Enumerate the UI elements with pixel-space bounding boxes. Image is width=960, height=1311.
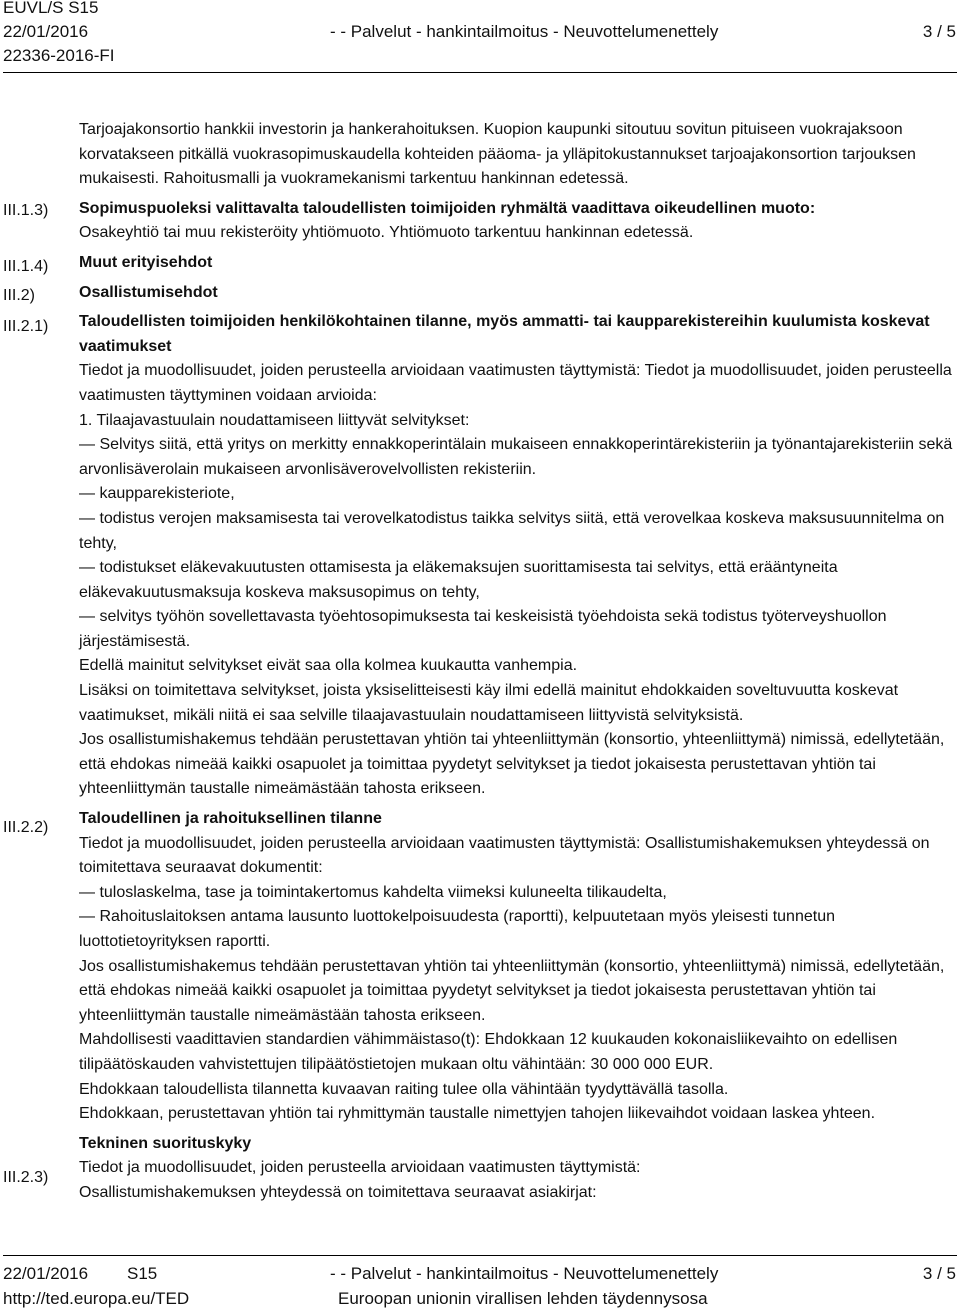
- notice-number: 22336-2016-FI: [3, 46, 115, 65]
- section-label-iii-2-1: III.2.1): [3, 318, 49, 335]
- consortium-docs-text: Jos osallistumishakemus tehdään perustettavan yhtiön tai yhteenliittymän (konsortio, yhteenliittymä) nimissä, edellytetään, että ehdokas nimeää kaikki osapuolet ja toimittaa pyydetyt selvitykset ja tiedot jokaisesta perustettavan yhtiön tai yhteenliittymän taustalle nimeämästään tahosta erikseen.: [79, 957, 945, 1024]
- journal-id: EUVL/S S15: [3, 0, 99, 17]
- list-item: — todistus verojen maksamisesta tai verovelkatodistus taikka selvitys siitä, että verovelkaa koskeva maksusuunnitelma on tehty,: [79, 509, 945, 552]
- requirements-item-1: 1. Tilaajavastuulain noudattamiseen liittyvät selvitykset:: [79, 411, 470, 429]
- page-header: [0, 0, 960, 72]
- participation-heading: Osallistumisehdot: [79, 283, 218, 301]
- section-label-iii-1-4: III.1.4): [3, 258, 49, 275]
- personal-situation-heading: Taloudellisten toimijoiden henkilökohtainen tilanne, myös ammatti- tai kaupparekistereihin kuulumista koskevat vaatimukset: [79, 313, 930, 355]
- list-item: — kaupparekisteriote,: [79, 485, 235, 503]
- footer-date: 22/01/2016: [3, 1264, 89, 1283]
- header-page-number: 3 / 5: [922, 22, 956, 41]
- turnover-text: Ehdokkaan, perustettavan yhtiön tai ryhmittymän taustalle nimettyjen tahojen liikevaihdot voidaan laskea yhteen.: [79, 1105, 876, 1123]
- footer-url-link[interactable]: http://ted.europa.eu/TED: [3, 1289, 190, 1308]
- list-item: — Selvitys siitä, että yritys on merkitty ennakkoperintälain mukaiseen ennakkoperintärekisteriin ja työnantajarekisteriin sekä arvonlisäverolain mukaiseen arvonlisäverovelvollisten rekisteriin.: [79, 436, 953, 478]
- technical-heading: Tekninen suorituskyky: [79, 1134, 252, 1152]
- section-label-iii-2: III.2): [3, 287, 36, 304]
- list-item: — todistukset eläkevakuutusten ottamisesta ja eläkemaksujen suorittamisesta tai selvitys, että erääntyneita eläkevakuutusmaksuja koskeva maksusopimus on tehty,: [79, 559, 838, 601]
- notice-body: [79, 118, 957, 1206]
- legal-form-text: Osakeyhtiö tai muu rekisteröity yhtiömuoto. Yhtiömuoto tarkentuu hankinnan edetessä.: [79, 224, 694, 242]
- footer-series: S15: [127, 1264, 158, 1283]
- list-item: — tuloslaskelma, tase ja toimintakertomus kahdelta viimeksi kuluneelta tilikaudelta,: [79, 883, 667, 901]
- header-date: 22/01/2016: [3, 22, 89, 41]
- consortium-paragraph: Tarjoajakonsortio hankkii investorin ja hankerahoituksen. Kuopion kaupunki sitoutuu sovitun pituiseen vuokrajaksoon korvatakseen pitkällä vuokrasopimuskaudella kohteiden pääoma- ja ylläpitokustannukset tarjoajakonsortion tarjouksen mukaisesti. Rahoitusmalli ja vuokramekanismi tarkentuu hankinnan edetessä.: [79, 121, 916, 188]
- document-age-text: Edellä mainitut selvitykset eivät saa olla kolmea kuukautta vanhempia.: [79, 657, 578, 675]
- financial-heading: Taloudellinen ja rahoituksellinen tilanne: [79, 810, 382, 828]
- technical-docs-text: Osallistumishakemuksen yhteydessä on toimitettava seuraavat asiakirjat:: [79, 1183, 597, 1201]
- additional-docs-text: Lisäksi on toimitettava selvitykset, joista yksiselitteisesti käy ilmi edellä mainitut ehdokkaiden soveltuvuutta koskevat vaatimukset, mikäli niitä ei saa selville tilaajavastuulain noudattamiseen liittyvistä selvityksistä.: [79, 682, 899, 724]
- section-label-iii-1-3: III.1.3): [3, 202, 49, 219]
- other-conditions-heading: Muut erityisehdot: [79, 253, 213, 271]
- financial-info-text: Tiedot ja muodollisuudet, joiden perusteella arvioidaan vaatimusten täyttymistä: Osallistumishakemuksen yhteydessä on toimitettava seuraavat dokumentit:: [79, 834, 930, 877]
- section-label-iii-2-2: III.2.2): [3, 819, 49, 836]
- footer-title: - - Palvelut - hankintailmoitus - Neuvottelumenettely: [330, 1264, 719, 1283]
- page-footer: [0, 1262, 960, 1311]
- list-item: — selvitys työhön sovellettavasta työehtosopimuksesta tai keskeisistä työehdoista sekä todistus työterveyshuollon järjestämisestä.: [79, 608, 887, 650]
- technical-info-text: Tiedot ja muodollisuudet, joiden perusteella arvioidaan vaatimusten täyttymistä:: [79, 1159, 641, 1177]
- info-forms-text: Tiedot ja muodollisuudet, joiden perusteella arvioidaan vaatimusten täyttymistä: Tiedot ja muodollisuudet, joiden perusteella vaatimusten täyttyminen voidaan arvioida:: [79, 362, 952, 404]
- footer-page-number: 3 / 5: [922, 1264, 956, 1283]
- header-divider: [3, 72, 957, 73]
- rating-text: Ehdokkaan taloudellista tilannetta kuvaavan raiting tulee olla vähintään tyydyttävällä tasolla.: [79, 1080, 729, 1098]
- header-title: - - Palvelut - hankintailmoitus - Neuvottelumenettely: [330, 22, 719, 41]
- legal-form-heading: Sopimuspuoleksi valittavalta taloudellisten toimijoiden ryhmältä vaadittava oikeudellinen muoto:: [79, 199, 816, 217]
- list-item: — Rahoituslaitoksen antama lausunto luottokelpoisuudesta (raportti), kelpuutetaan myös yleisesti tunnetun luottotietoyrityksen raportti.: [79, 908, 835, 950]
- minimum-level-text: Mahdollisesti vaadittavien standardien vähimmäistaso(t): Ehdokkaan 12 kuukauden kokonaisliikevaihto on edellisen tilipäätöskauden vahvistettujen tilipäätöstietojen mukaan oltu vähintään: 30 000 000 EUR.: [79, 1031, 898, 1073]
- consortium-docs-text: Jos osallistumishakemus tehdään perustettavan yhtiön tai yhteenliittymän (konsortio, yhteenliittymä) nimissä, edellytetään, että ehdokas nimeää kaikki osapuolet ja toimittaa pyydetyt selvitykset ja tiedot jokaisesta perustettavan yhtiön tai yhteenliittymän taustalle nimeämästään tahosta erikseen.: [79, 731, 945, 798]
- footer-divider: [3, 1255, 957, 1256]
- footer-publication: Euroopan unionin virallisen lehden täydennysosa: [338, 1289, 708, 1308]
- section-label-iii-2-3: III.2.3): [3, 1169, 49, 1186]
